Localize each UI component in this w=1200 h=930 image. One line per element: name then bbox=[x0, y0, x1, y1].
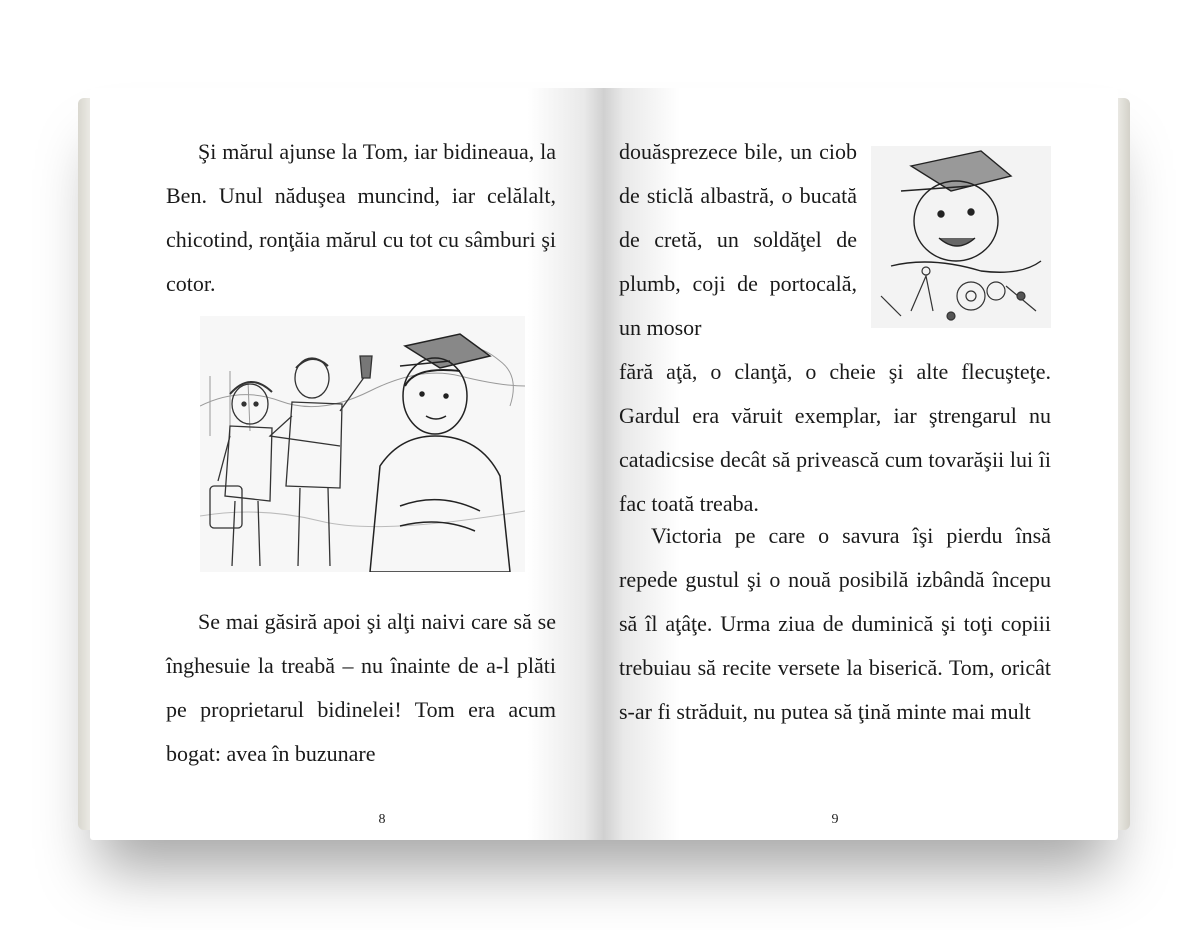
left-paragraph-1-text: Şi mărul ajunse la Tom, iar bidineaua, la Ben. Unul năduşea muncind, iar celălalt, chicotind, ronţăia mărul cu tot cu sâmburi şi cotor. bbox=[166, 139, 556, 296]
open-book bbox=[78, 88, 1130, 840]
right-paragraph-1-rest-text: fără aţă, o clanţă, o cheie şi alte flecuşteţe. Gardul era văruit exemplar, iar ştrengarul nu catadicsise decât să privească cum tovarăşii lui îi fac toată treaba. bbox=[619, 359, 1051, 516]
right-paragraph-1-rest bbox=[619, 350, 1051, 526]
right-page bbox=[603, 88, 1118, 840]
boys-painting-fence-illustration-icon bbox=[200, 316, 525, 572]
page-number-right: 9 bbox=[831, 812, 839, 827]
left-page bbox=[90, 88, 605, 840]
right-wrap-text-content: douăsprezece bile, un ciob de sticlă albastră, o bucată de cretă, un soldăţel de plumb, coji de portocală, un mosor bbox=[619, 139, 857, 340]
right-paragraph-2-text: Victoria pe care o savura îşi pierdu însă repede gustul şi o nouă posibilă izbândă începu să îl aţâţe. Urma ziua de duminică şi toţi copiii trebuiau să recite versete la biserică. Tom, oricât s-ar fi străduit, nu putea să ţină minte mai mult bbox=[619, 523, 1051, 724]
left-paragraph-2-text: Se mai găsiră apoi şi alţi naivi care să se înghesuie la treabă – nu înainte de a-l plăti pe proprietarul bidinelei! Tom era acum bogat: avea în buzunare bbox=[166, 609, 556, 766]
treasures-sketch-icon bbox=[871, 146, 1051, 328]
left-paragraph-2 bbox=[166, 600, 556, 776]
right-wrap-text bbox=[619, 130, 857, 350]
tom-treasures-illustration-icon bbox=[871, 146, 1051, 328]
page-number-left: 8 bbox=[378, 812, 386, 827]
left-paragraph-1 bbox=[166, 130, 556, 306]
right-paragraph-2 bbox=[619, 514, 1051, 734]
illustration-sketch-icon bbox=[200, 316, 525, 572]
